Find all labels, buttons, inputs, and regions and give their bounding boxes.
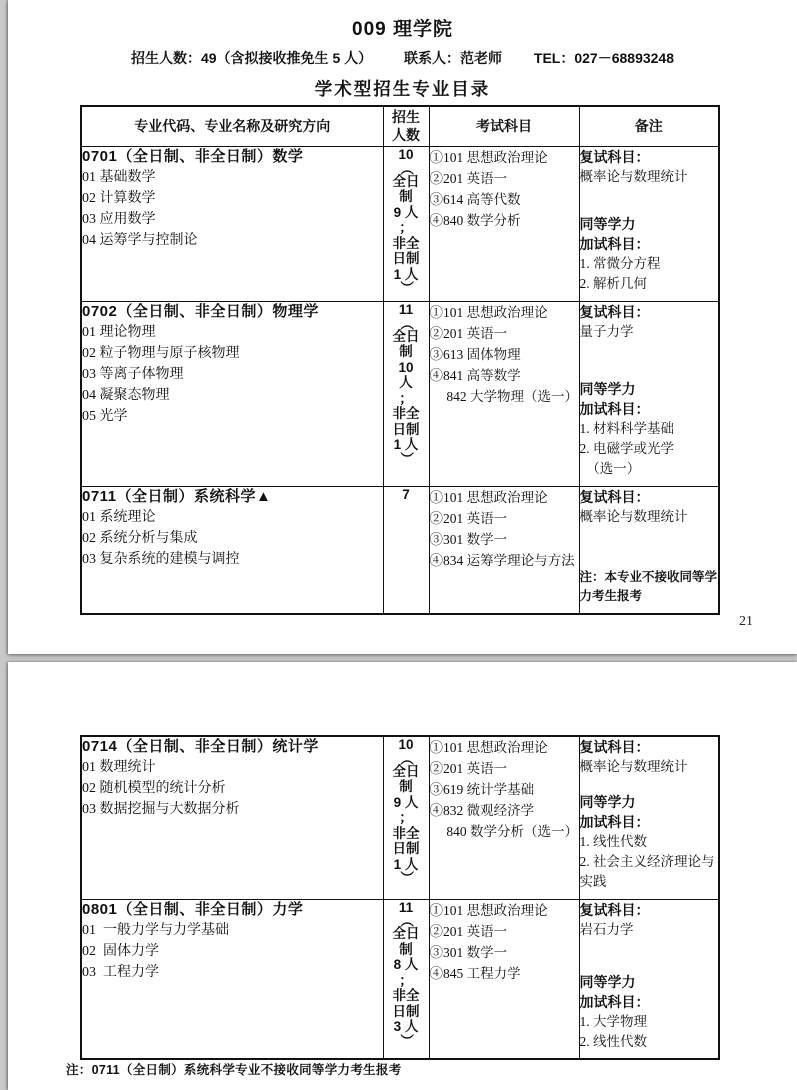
enrollment-line: 非全 bbox=[392, 988, 420, 1003]
remark-wrap bbox=[580, 737, 719, 892]
research-direction: 03 复杂系统的建模与调控 bbox=[82, 552, 240, 567]
exam-subject: 842 大学物理（选一） bbox=[429, 389, 578, 404]
exam-subject: ④840 数学分析 bbox=[429, 213, 521, 228]
remarks-cell bbox=[579, 899, 719, 1059]
exam-subject: ②201 英语一 bbox=[429, 326, 508, 341]
program-title: 0701（全日制、非全日制）数学 bbox=[82, 148, 304, 165]
enrollment-line: ； bbox=[399, 220, 413, 235]
exam-subject: 840 数学分析（选一） bbox=[429, 824, 578, 839]
remark-line: 2. 线性代数 bbox=[579, 1033, 647, 1049]
enrollment-line: 日制 bbox=[392, 421, 420, 437]
research-direction: 03 数据挖掘与大数据分析 bbox=[82, 802, 240, 817]
document-page-2 bbox=[8, 662, 797, 1090]
exam-subject: ②201 英语一 bbox=[429, 761, 508, 776]
retest-subjects-block bbox=[580, 147, 719, 187]
remarks-cell bbox=[579, 302, 719, 487]
header-remarks: 备注 bbox=[579, 106, 719, 147]
header-enrollment: 招生人数 bbox=[383, 106, 429, 147]
remark-line: 加试科目： bbox=[579, 993, 650, 1010]
remarks-cell bbox=[579, 147, 719, 302]
exam-subject: ③614 高等代数 bbox=[429, 192, 521, 207]
enrollment-line: ； bbox=[399, 972, 413, 988]
enrollment-line: （ bbox=[398, 316, 414, 330]
exam-subjects-cell bbox=[429, 302, 579, 487]
program-cell bbox=[81, 899, 383, 1059]
enrollment-line: 10 bbox=[398, 147, 414, 162]
research-direction: 03 应用数学 bbox=[82, 212, 156, 227]
exam-subject: ③301 数学一 bbox=[429, 944, 508, 960]
research-direction: 04 运筹学与控制论 bbox=[82, 233, 198, 248]
enrollment-line: （ bbox=[398, 161, 414, 175]
remark-line: 加试科目： bbox=[579, 814, 650, 830]
research-direction: 01 一般力学与力学基础 bbox=[82, 922, 229, 938]
enrollment-line: 10 bbox=[398, 737, 414, 752]
research-direction: 02 随机模型的统计分析 bbox=[82, 781, 226, 796]
enrollment-line: 9 人 bbox=[393, 204, 419, 220]
remark-line: 复试科目： bbox=[579, 304, 650, 320]
research-direction: 01 系统理论 bbox=[82, 510, 156, 525]
program-row-0702 bbox=[81, 302, 719, 487]
research-direction: 02 固体力学 bbox=[82, 943, 159, 959]
catalog-table-page1 bbox=[80, 105, 720, 615]
remark-line: 1. 线性代数 bbox=[579, 834, 647, 849]
retest-subjects-block bbox=[580, 900, 719, 940]
remark-line: 概率论与数理统计 bbox=[579, 759, 688, 774]
remark-line: 同等学力 bbox=[579, 973, 636, 990]
research-direction: 02 粒子物理与原子核物理 bbox=[82, 346, 240, 361]
catalog-subtitle: 学术型招生专业目录 bbox=[314, 79, 491, 99]
program-title: 0702（全日制、非全日制）物理学 bbox=[82, 303, 319, 320]
exam-subject: ①101 思想政治理论 bbox=[429, 305, 548, 320]
enrollment-line: 制 bbox=[399, 189, 413, 204]
research-direction: 05 光学 bbox=[82, 409, 128, 424]
remark-line: 同等学力 bbox=[579, 381, 636, 397]
retest-subjects-block bbox=[580, 487, 719, 527]
exam-subject: ①101 思想政治理论 bbox=[429, 740, 548, 755]
college-title: 009 理学院 bbox=[352, 19, 453, 40]
enrollment-line: （ bbox=[398, 751, 414, 765]
contact-tel: TEL：027－68893248 bbox=[533, 50, 674, 66]
header-program: 专业代码、专业名称及研究方向 bbox=[81, 106, 383, 147]
enrollment-line: 1 人 bbox=[393, 266, 419, 282]
enrollment-line: 全日 bbox=[392, 926, 420, 941]
enrollment-line: 日制 bbox=[392, 841, 420, 856]
remark-wrap bbox=[580, 302, 719, 479]
enrollment-cell bbox=[383, 736, 429, 899]
research-direction: 02 系统分析与集成 bbox=[82, 531, 198, 546]
enrollment-cell bbox=[383, 147, 429, 302]
retest-subjects-block bbox=[580, 737, 719, 777]
enrollment-cell bbox=[383, 302, 429, 487]
remark-line: 复试科目： bbox=[579, 149, 650, 165]
program-title: 0801（全日制、非全日制）力学 bbox=[82, 900, 304, 918]
remark-line: 复试科目： bbox=[579, 489, 650, 505]
college-info-line bbox=[8, 48, 797, 68]
remark-line: 概率论与数理统计 bbox=[579, 169, 688, 184]
table-header-row bbox=[81, 106, 719, 147]
added-test-block bbox=[580, 568, 719, 606]
enrollment-line: 9 人 bbox=[393, 794, 419, 810]
enrollment-line: 制 bbox=[399, 941, 413, 957]
research-direction: 02 计算数学 bbox=[82, 191, 156, 206]
enrollment-line: ） bbox=[398, 280, 414, 295]
catalog-table-page2 bbox=[80, 735, 720, 1060]
remark-line: 1. 常微分方程 bbox=[579, 256, 661, 271]
exam-subjects-cell bbox=[429, 147, 579, 302]
added-test-block bbox=[580, 792, 719, 892]
document-page-1 bbox=[8, 0, 797, 654]
enrollment-line: ； bbox=[399, 390, 413, 406]
enrollment-cell bbox=[383, 487, 429, 614]
enrollment-line: 8 人 bbox=[393, 957, 419, 972]
enrollment-line: ） bbox=[398, 870, 414, 885]
program-row-0701 bbox=[81, 147, 719, 302]
enrollment-line: 全日 bbox=[392, 173, 420, 189]
program-title: 0714（全日制、非全日制）统计学 bbox=[82, 738, 319, 755]
enrollment-line: 制 bbox=[399, 779, 413, 794]
remark-line: 量子力学 bbox=[579, 324, 634, 339]
enrollment-line: 非全 bbox=[392, 235, 420, 251]
program-cell bbox=[81, 487, 383, 614]
remark-line: 复试科目： bbox=[579, 901, 650, 918]
added-test-block bbox=[580, 214, 719, 294]
enrollment-line: 制 bbox=[399, 344, 413, 359]
program-row-0801 bbox=[81, 899, 719, 1059]
enrollment-line: 非全 bbox=[392, 406, 420, 421]
exam-subject: ①101 思想政治理论 bbox=[429, 150, 548, 165]
page-number: 21 bbox=[739, 614, 753, 629]
exam-subject: ③613 固体物理 bbox=[429, 347, 521, 362]
exam-subject: ②201 英语一 bbox=[429, 923, 508, 939]
research-direction: 01 数理统计 bbox=[82, 760, 156, 775]
enrollment-line: 全日 bbox=[392, 763, 420, 779]
exam-subject: ①101 思想政治理论 bbox=[429, 902, 548, 918]
research-direction: 04 凝聚态物理 bbox=[82, 388, 170, 403]
program-cell bbox=[81, 736, 383, 899]
enrollment-line: 1 人 bbox=[393, 856, 419, 872]
exam-subjects-cell bbox=[429, 487, 579, 614]
remark-line: 2. 解析几何 bbox=[579, 276, 647, 291]
remark-line: 1. 材料科学基础 bbox=[579, 421, 674, 436]
enrollment-line: 11 bbox=[398, 302, 414, 317]
exam-subjects-cell bbox=[429, 736, 579, 899]
program-row-0711 bbox=[81, 487, 719, 614]
exam-subject: ④832 微观经济学 bbox=[429, 803, 535, 818]
exam-subject: ④845 工程力学 bbox=[429, 965, 521, 981]
retest-subjects-block bbox=[580, 302, 719, 342]
enrollment-line: ； bbox=[399, 810, 413, 825]
remark-line: 复试科目： bbox=[579, 739, 650, 755]
remark-wrap bbox=[580, 147, 719, 294]
program-cell bbox=[81, 302, 383, 487]
enrollment-line: 3 人 bbox=[393, 1019, 419, 1034]
enrollment-total: 招生人数：49（含拟接收推免生 5 人） bbox=[130, 50, 373, 66]
remark-wrap bbox=[580, 487, 719, 606]
exam-subjects-cell bbox=[429, 899, 579, 1059]
remark-line: 2. 社会主义经济理论与实践 bbox=[579, 854, 715, 889]
research-direction: 03 工程力学 bbox=[82, 964, 159, 980]
enrollment-line: 7 bbox=[402, 487, 410, 502]
enrollment-line: 10 bbox=[398, 359, 414, 375]
header-exam-subjects: 考试科目 bbox=[429, 106, 579, 147]
enrollment-line: （ bbox=[398, 913, 414, 928]
remark-line: 2. 电磁学或光学 bbox=[579, 441, 674, 456]
exam-subject: ①101 思想政治理论 bbox=[429, 490, 548, 505]
program-cell bbox=[81, 147, 383, 302]
exam-subject: ②201 英语一 bbox=[429, 171, 508, 186]
research-direction: 03 等离子体物理 bbox=[82, 367, 184, 382]
remark-line: 岩石力学 bbox=[579, 921, 634, 937]
remark-line: 加试科目： bbox=[579, 401, 650, 417]
contact-person: 联系人：范老师 bbox=[404, 50, 503, 66]
remark-line: （选一） bbox=[579, 461, 641, 476]
enrollment-line: 1 人 bbox=[393, 437, 419, 452]
added-test-block bbox=[580, 972, 719, 1052]
remark-wrap bbox=[580, 900, 719, 1052]
enrollment-line: ） bbox=[398, 1033, 414, 1047]
research-direction: 01 理论物理 bbox=[82, 325, 156, 340]
program-title: 0711（全日制）系统科学▲ bbox=[82, 488, 272, 505]
remark-line: 概率论与数理统计 bbox=[579, 509, 688, 524]
enrollment-line: 非全 bbox=[392, 825, 420, 841]
remark-line: 注：本专业不接收同等学力考生报考 bbox=[579, 570, 718, 603]
remark-line: 加试科目： bbox=[579, 236, 650, 252]
research-direction: 01 基础数学 bbox=[82, 170, 156, 185]
exam-subject: ④841 高等数学 bbox=[429, 368, 521, 383]
added-test-block bbox=[580, 379, 719, 479]
exam-subject: ③619 统计学基础 bbox=[429, 782, 535, 797]
remarks-cell bbox=[579, 487, 719, 614]
enrollment-line: 11 bbox=[398, 899, 414, 915]
enrollment-line: 全日 bbox=[392, 328, 420, 344]
remark-line: 同等学力 bbox=[579, 794, 636, 810]
enrollment-line: 日制 bbox=[392, 251, 420, 266]
enrollment-line: ） bbox=[398, 451, 414, 465]
enrollment-line: 人 bbox=[399, 375, 413, 390]
remarks-cell bbox=[579, 736, 719, 899]
program-row-0714 bbox=[81, 736, 719, 899]
enrollment-line: 日制 bbox=[392, 1003, 420, 1019]
exam-subject: ②201 英语一 bbox=[429, 511, 508, 526]
enrollment-cell bbox=[383, 899, 429, 1059]
remark-line: 1. 大学物理 bbox=[579, 1013, 647, 1029]
footnote: 注：0711（全日制）系统科学专业不接收同等学力考生报考 bbox=[66, 1063, 402, 1077]
remark-line: 同等学力 bbox=[579, 216, 636, 232]
exam-subject: ③301 数学一 bbox=[429, 532, 508, 547]
exam-subject: ④834 运筹学理论与方法 bbox=[429, 553, 575, 568]
